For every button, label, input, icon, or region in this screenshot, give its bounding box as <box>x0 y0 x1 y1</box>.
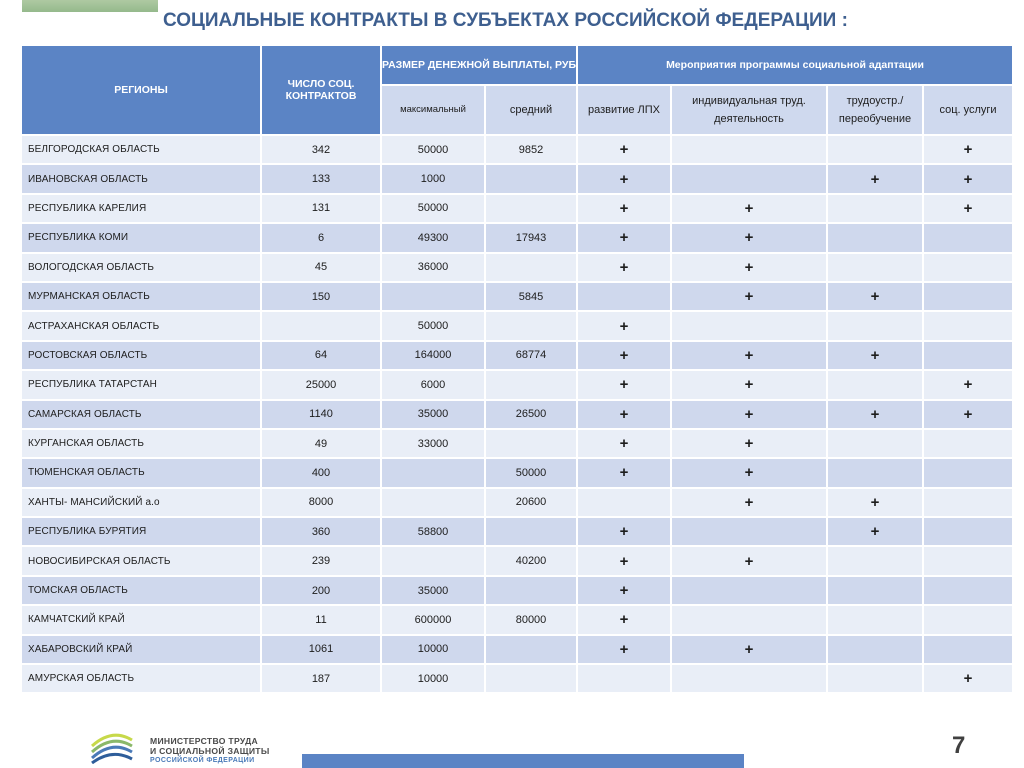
cell-employment <box>827 194 923 223</box>
cell-lph: + <box>577 135 671 164</box>
table-row <box>21 517 1013 546</box>
cell-payment-max: 10000 <box>381 664 485 693</box>
table-row <box>21 664 1013 693</box>
header-regions: РЕГИОНЫ <box>21 45 261 135</box>
header-social-services: соц. услуги <box>923 85 1013 135</box>
cell-employment <box>827 458 923 487</box>
ministry-line-3: РОССИЙСКОЙ ФЕДЕРАЦИИ <box>150 757 255 764</box>
table-row <box>21 370 1013 399</box>
cell-social-services <box>923 605 1013 634</box>
cell-payment-avg: 40200 <box>485 546 577 575</box>
cell-contracts-count: 360 <box>261 517 381 546</box>
ministry-logo-icon <box>90 732 134 764</box>
cell-region: БЕЛГОРОДСКАЯ ОБЛАСТЬ <box>21 135 261 164</box>
cell-payment-max: 50000 <box>381 311 485 340</box>
cell-payment-avg <box>485 370 577 399</box>
cell-social-services <box>923 341 1013 370</box>
cell-lph: + <box>577 429 671 458</box>
cell-employment <box>827 635 923 664</box>
cell-employment <box>827 370 923 399</box>
cell-region: ИВАНОВСКАЯ ОБЛАСТЬ <box>21 164 261 193</box>
header-employment: трудоустр./ переобучение <box>827 85 923 135</box>
table-row <box>21 223 1013 252</box>
cell-individual: + <box>671 253 827 282</box>
cell-region: ВОЛОГОДСКАЯ ОБЛАСТЬ <box>21 253 261 282</box>
cell-region: САМАРСКАЯ ОБЛАСТЬ <box>21 400 261 429</box>
cell-employment <box>827 429 923 458</box>
ministry-line-1: МИНИСТЕРСТВО ТРУДА <box>150 736 259 746</box>
cell-individual: + <box>671 194 827 223</box>
cell-payment-avg <box>485 194 577 223</box>
cell-employment <box>827 664 923 693</box>
cell-employment <box>827 223 923 252</box>
header-contracts-count: ЧИСЛО СОЦ. КОНТРАКТОВ <box>261 45 381 135</box>
cell-region: КУРГАНСКАЯ ОБЛАСТЬ <box>21 429 261 458</box>
header-program-group: Мероприятия программы социальной адаптации <box>577 45 1013 85</box>
cell-individual: + <box>671 223 827 252</box>
ministry-line-2: И СОЦИАЛЬНОЙ ЗАЩИТЫ <box>150 746 270 756</box>
top-accent-bar <box>22 0 158 12</box>
cell-payment-avg <box>485 311 577 340</box>
page-title: СОЦИАЛЬНЫЕ КОНТРАКТЫ В СУБЪЕКТАХ РОССИЙСКОЙ ФЕДЕРАЦИИ : <box>163 10 848 31</box>
cell-contracts-count: 133 <box>261 164 381 193</box>
cell-social-services <box>923 311 1013 340</box>
cell-region: РЕСПУБЛИКА ТАТАРСТАН <box>21 370 261 399</box>
cell-social-services <box>923 517 1013 546</box>
cell-payment-max: 1000 <box>381 164 485 193</box>
cell-social-services <box>923 546 1013 575</box>
cell-employment <box>827 546 923 575</box>
cell-individual: + <box>671 458 827 487</box>
cell-lph: + <box>577 194 671 223</box>
cell-lph: + <box>577 311 671 340</box>
cell-employment: + <box>827 400 923 429</box>
cell-region: РЕСПУБЛИКА КАРЕЛИЯ <box>21 194 261 223</box>
contracts-table-container <box>20 44 1012 694</box>
table-row <box>21 576 1013 605</box>
table-row <box>21 253 1013 282</box>
cell-region: АСТРАХАНСКАЯ ОБЛАСТЬ <box>21 311 261 340</box>
cell-lph <box>577 488 671 517</box>
cell-individual: + <box>671 370 827 399</box>
cell-individual: + <box>671 282 827 311</box>
cell-payment-max: 50000 <box>381 194 485 223</box>
cell-payment-max: 164000 <box>381 341 485 370</box>
cell-payment-max <box>381 546 485 575</box>
cell-social-services <box>923 253 1013 282</box>
cell-employment <box>827 135 923 164</box>
cell-contracts-count: 200 <box>261 576 381 605</box>
cell-payment-avg: 26500 <box>485 400 577 429</box>
table-row <box>21 635 1013 664</box>
cell-payment-avg <box>485 429 577 458</box>
cell-employment <box>827 605 923 634</box>
cell-social-services: + <box>923 164 1013 193</box>
cell-lph: + <box>577 400 671 429</box>
cell-social-services: + <box>923 370 1013 399</box>
cell-employment <box>827 253 923 282</box>
cell-payment-max <box>381 458 485 487</box>
cell-contracts-count: 25000 <box>261 370 381 399</box>
cell-employment <box>827 311 923 340</box>
header-individual: индивидуальная труд. деятельность <box>671 85 827 135</box>
cell-lph: + <box>577 223 671 252</box>
cell-individual: + <box>671 429 827 458</box>
cell-lph: + <box>577 517 671 546</box>
cell-payment-avg: 80000 <box>485 605 577 634</box>
cell-individual <box>671 576 827 605</box>
cell-region: ХАБАРОВСКИЙ КРАЙ <box>21 635 261 664</box>
cell-social-services <box>923 488 1013 517</box>
cell-payment-max: 6000 <box>381 370 485 399</box>
cell-lph <box>577 664 671 693</box>
table-row <box>21 546 1013 575</box>
cell-individual: + <box>671 546 827 575</box>
cell-social-services: + <box>923 194 1013 223</box>
cell-contracts-count: 239 <box>261 546 381 575</box>
contracts-table <box>20 44 1014 694</box>
cell-region: НОВОСИБИРСКАЯ ОБЛАСТЬ <box>21 546 261 575</box>
cell-individual: + <box>671 635 827 664</box>
cell-contracts-count: 400 <box>261 458 381 487</box>
cell-social-services: + <box>923 664 1013 693</box>
table-row <box>21 400 1013 429</box>
cell-payment-max: 50000 <box>381 135 485 164</box>
cell-region: ТЮМЕНСКАЯ ОБЛАСТЬ <box>21 458 261 487</box>
cell-individual <box>671 311 827 340</box>
ministry-name <box>150 736 270 766</box>
cell-payment-avg <box>485 253 577 282</box>
cell-contracts-count: 187 <box>261 664 381 693</box>
cell-contracts-count: 131 <box>261 194 381 223</box>
cell-lph: + <box>577 341 671 370</box>
cell-payment-max: 35000 <box>381 576 485 605</box>
header-lph: развитие ЛПХ <box>577 85 671 135</box>
cell-social-services <box>923 282 1013 311</box>
cell-contracts-count: 1140 <box>261 400 381 429</box>
cell-individual <box>671 517 827 546</box>
cell-employment: + <box>827 282 923 311</box>
cell-employment: + <box>827 488 923 517</box>
header-payment-avg: средний <box>485 85 577 135</box>
header-payment-group: РАЗМЕР ДЕНЕЖНОЙ ВЫПЛАТЫ, РУБ <box>381 45 577 85</box>
cell-payment-avg: 20600 <box>485 488 577 517</box>
cell-lph: + <box>577 370 671 399</box>
cell-payment-avg: 68774 <box>485 341 577 370</box>
cell-social-services <box>923 429 1013 458</box>
cell-payment-max: 36000 <box>381 253 485 282</box>
table-row <box>21 164 1013 193</box>
cell-region: РЕСПУБЛИКА БУРЯТИЯ <box>21 517 261 546</box>
cell-payment-avg: 9852 <box>485 135 577 164</box>
cell-contracts-count: 8000 <box>261 488 381 517</box>
cell-payment-avg <box>485 635 577 664</box>
cell-payment-max <box>381 488 485 517</box>
cell-individual <box>671 664 827 693</box>
cell-payment-max <box>381 282 485 311</box>
cell-payment-avg <box>485 517 577 546</box>
cell-payment-max: 600000 <box>381 605 485 634</box>
cell-contracts-count: 49 <box>261 429 381 458</box>
cell-contracts-count: 11 <box>261 605 381 634</box>
cell-lph: + <box>577 164 671 193</box>
cell-social-services: + <box>923 135 1013 164</box>
cell-social-services <box>923 458 1013 487</box>
page-number: 7 <box>952 732 966 759</box>
cell-contracts-count: 45 <box>261 253 381 282</box>
cell-lph: + <box>577 546 671 575</box>
cell-individual: + <box>671 488 827 517</box>
header-payment-max: максимальный <box>381 85 485 135</box>
cell-social-services <box>923 576 1013 605</box>
cell-social-services <box>923 635 1013 664</box>
cell-social-services: + <box>923 400 1013 429</box>
cell-employment: + <box>827 164 923 193</box>
cell-contracts-count: 150 <box>261 282 381 311</box>
table-body <box>21 135 1013 693</box>
cell-payment-max: 58800 <box>381 517 485 546</box>
cell-individual <box>671 605 827 634</box>
cell-contracts-count: 1061 <box>261 635 381 664</box>
table-row <box>21 605 1013 634</box>
cell-employment: + <box>827 341 923 370</box>
cell-lph <box>577 282 671 311</box>
table-row <box>21 135 1013 164</box>
cell-payment-max: 49300 <box>381 223 485 252</box>
cell-social-services <box>923 223 1013 252</box>
cell-lph: + <box>577 458 671 487</box>
table-row <box>21 488 1013 517</box>
cell-region: АМУРСКАЯ ОБЛАСТЬ <box>21 664 261 693</box>
cell-payment-avg: 5845 <box>485 282 577 311</box>
cell-region: ХАНТЫ- МАНСИЙСКИЙ а.о <box>21 488 261 517</box>
cell-contracts-count: 342 <box>261 135 381 164</box>
cell-employment <box>827 576 923 605</box>
cell-individual <box>671 164 827 193</box>
cell-payment-avg <box>485 164 577 193</box>
cell-payment-max: 35000 <box>381 400 485 429</box>
cell-region: РЕСПУБЛИКА КОМИ <box>21 223 261 252</box>
cell-payment-avg: 17943 <box>485 223 577 252</box>
cell-lph: + <box>577 576 671 605</box>
cell-employment: + <box>827 517 923 546</box>
cell-region: МУРМАНСКАЯ ОБЛАСТЬ <box>21 282 261 311</box>
cell-individual: + <box>671 341 827 370</box>
cell-contracts-count: 6 <box>261 223 381 252</box>
cell-payment-avg <box>485 576 577 605</box>
cell-payment-avg: 50000 <box>485 458 577 487</box>
cell-lph: + <box>577 253 671 282</box>
cell-individual: + <box>671 400 827 429</box>
cell-payment-max: 10000 <box>381 635 485 664</box>
cell-payment-avg <box>485 664 577 693</box>
table-row <box>21 429 1013 458</box>
cell-payment-max: 33000 <box>381 429 485 458</box>
table-row <box>21 311 1013 340</box>
cell-contracts-count: 64 <box>261 341 381 370</box>
table-row <box>21 194 1013 223</box>
cell-lph: + <box>577 635 671 664</box>
cell-region: КАМЧАТСКИЙ КРАЙ <box>21 605 261 634</box>
cell-individual <box>671 135 827 164</box>
cell-region: РОСТОВСКАЯ ОБЛАСТЬ <box>21 341 261 370</box>
table-row <box>21 458 1013 487</box>
cell-lph: + <box>577 605 671 634</box>
table-row <box>21 341 1013 370</box>
bottom-accent-bar <box>302 754 744 768</box>
table-row <box>21 282 1013 311</box>
cell-contracts-count <box>261 311 381 340</box>
cell-region: ТОМСКАЯ ОБЛАСТЬ <box>21 576 261 605</box>
